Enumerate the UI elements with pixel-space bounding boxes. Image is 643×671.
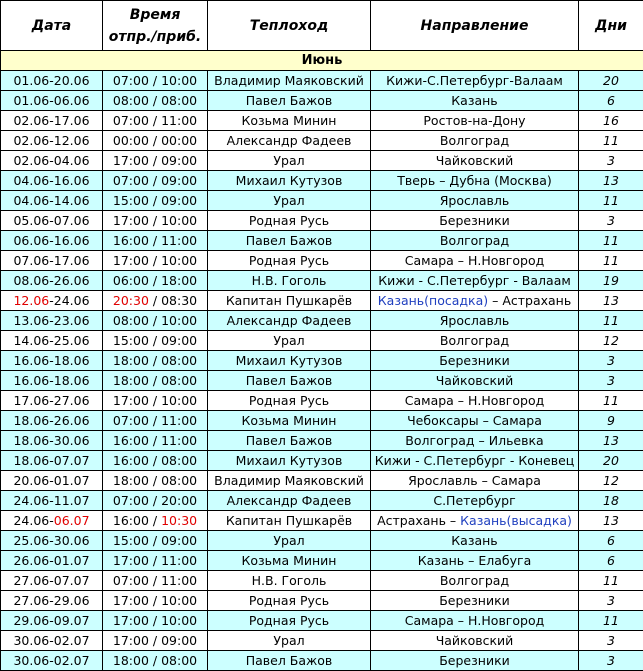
table-row [1, 431, 643, 451]
cell-time-highlight: 20:30 [113, 293, 149, 308]
cell-route: Волгоград [371, 131, 579, 151]
cell-date: 01.06-20.06 [1, 71, 103, 91]
cell-route: Ярославль [371, 311, 579, 331]
table-row [1, 271, 643, 291]
month-label: Июнь [1, 51, 643, 71]
header-route: Направление [371, 1, 579, 51]
table-row [1, 291, 643, 311]
table-row [1, 591, 643, 611]
cell-time: 15:00 / 09:00 [103, 531, 208, 551]
cell-days: 11 [579, 191, 643, 211]
cell-route: С.Петербург [371, 491, 579, 511]
cell-date: 02.06-12.06 [1, 131, 103, 151]
cell-ship: Урал [208, 331, 371, 351]
cell-time [103, 291, 208, 311]
cell-days: 19 [579, 271, 643, 291]
cell-date: 07.06-17.06 [1, 251, 103, 271]
cell-date [1, 291, 103, 311]
cell-time: 07:00 / 10:00 [103, 71, 208, 91]
cell-days: 13 [579, 431, 643, 451]
cell-ship: Павел Бажов [208, 91, 371, 111]
cell-time-highlight: 10:30 [161, 513, 197, 528]
cell-date: 18.06-07.07 [1, 451, 103, 471]
table-row [1, 531, 643, 551]
cell-time: 07:00 / 11:00 [103, 571, 208, 591]
cell-route-highlight: Казань(посадка) [378, 293, 488, 308]
cell-route [371, 511, 579, 531]
cell-ship: Родная Русь [208, 211, 371, 231]
cell-route: Самара – Н.Новгород [371, 611, 579, 631]
cell-time-rest: 16:00 / [113, 513, 161, 528]
cell-date: 14.06-25.06 [1, 331, 103, 351]
cell-date: 18.06-26.06 [1, 411, 103, 431]
cell-ship: Урал [208, 531, 371, 551]
table-row [1, 611, 643, 631]
cell-time: 17:00 / 10:00 [103, 591, 208, 611]
cell-ship: Капитан Пушкарёв [208, 291, 371, 311]
cell-ship: Урал [208, 151, 371, 171]
header-time [103, 1, 208, 51]
cell-time: 17:00 / 10:00 [103, 211, 208, 231]
cell-ship: Александр Фадеев [208, 491, 371, 511]
cell-days: 3 [579, 591, 643, 611]
cell-time: 06:00 / 18:00 [103, 271, 208, 291]
table-row [1, 571, 643, 591]
cell-route: Ярославль – Самара [371, 471, 579, 491]
cell-route: Березники [371, 591, 579, 611]
cell-ship: Александр Фадеев [208, 311, 371, 331]
cell-ship: Козьма Минин [208, 551, 371, 571]
cell-time: 18:00 / 08:00 [103, 371, 208, 391]
cell-days: 16 [579, 111, 643, 131]
cell-days: 11 [579, 311, 643, 331]
cell-route: Ростов-на-Дону [371, 111, 579, 131]
cell-date: 25.06-30.06 [1, 531, 103, 551]
cell-date: 16.06-18.06 [1, 371, 103, 391]
table-row [1, 551, 643, 571]
table-row [1, 411, 643, 431]
cell-ship: Н.В. Гоголь [208, 571, 371, 591]
table-row [1, 491, 643, 511]
table-row [1, 211, 643, 231]
cell-route: Волгоград [371, 231, 579, 251]
month-row [1, 51, 643, 71]
cell-route: Самара – Н.Новгород [371, 391, 579, 411]
cell-route: Березники [371, 651, 579, 671]
cell-ship: Павел Бажов [208, 431, 371, 451]
table-row [1, 451, 643, 471]
cell-route: Березники [371, 351, 579, 371]
cell-ship: Урал [208, 631, 371, 651]
cell-time: 18:00 / 08:00 [103, 351, 208, 371]
cell-time: 17:00 / 10:00 [103, 611, 208, 631]
header-time-line1: Время [130, 7, 181, 23]
cell-route: Казань [371, 531, 579, 551]
cell-route: Волгоград – Ильевка [371, 431, 579, 451]
table-row [1, 251, 643, 271]
cell-date: 29.06-09.07 [1, 611, 103, 631]
cell-route: Кижи - С.Петербург - Коневец [371, 451, 579, 471]
cell-ship: Михаил Кутузов [208, 351, 371, 371]
cell-route: Кижи - С.Петербург - Валаам [371, 271, 579, 291]
cell-days: 9 [579, 411, 643, 431]
cell-days: 11 [579, 251, 643, 271]
cell-date: 08.06-26.06 [1, 271, 103, 291]
cell-days: 13 [579, 511, 643, 531]
cell-days: 6 [579, 551, 643, 571]
cell-days: 11 [579, 131, 643, 151]
cell-route: Березники [371, 211, 579, 231]
cell-ship: Павел Бажов [208, 651, 371, 671]
cell-date: 16.06-18.06 [1, 351, 103, 371]
cell-time: 15:00 / 09:00 [103, 191, 208, 211]
cell-date: 24.06-11.07 [1, 491, 103, 511]
cell-time: 00:00 / 00:00 [103, 131, 208, 151]
cell-time-rest: / 08:30 [149, 293, 197, 308]
cell-route: Казань [371, 91, 579, 111]
cell-ship: Павел Бажов [208, 231, 371, 251]
cell-time: 17:00 / 09:00 [103, 151, 208, 171]
cell-days: 11 [579, 611, 643, 631]
table-row [1, 351, 643, 371]
cell-route-rest: Астрахань – [377, 513, 460, 528]
cell-ship: Александр Фадеев [208, 131, 371, 151]
cell-route: Самара – Н.Новгород [371, 251, 579, 271]
cell-date-highlight: 12.06 [13, 293, 49, 308]
cell-date: 02.06-04.06 [1, 151, 103, 171]
cell-days: 3 [579, 151, 643, 171]
cell-days: 11 [579, 571, 643, 591]
table-row [1, 231, 643, 251]
cell-date: 20.06-01.07 [1, 471, 103, 491]
cell-days: 3 [579, 651, 643, 671]
cell-route: Ярославль [371, 191, 579, 211]
cell-date [1, 511, 103, 531]
cell-date: 30.06-02.07 [1, 631, 103, 651]
cell-ship: Родная Русь [208, 591, 371, 611]
cell-route: Тверь – Дубна (Москва) [371, 171, 579, 191]
cell-days: 11 [579, 391, 643, 411]
table-row [1, 91, 643, 111]
table-row [1, 471, 643, 491]
header-ship: Теплоход [208, 1, 371, 51]
table-row [1, 651, 643, 671]
cell-days: 20 [579, 451, 643, 471]
cell-days: 3 [579, 371, 643, 391]
cell-days: 3 [579, 631, 643, 651]
cell-route: Чайковский [371, 371, 579, 391]
table-row [1, 511, 643, 531]
table-row [1, 391, 643, 411]
header-days: Дни [579, 1, 643, 51]
header-date: Дата [1, 1, 103, 51]
cell-ship: Н.В. Гоголь [208, 271, 371, 291]
cell-date: 05.06-07.06 [1, 211, 103, 231]
cell-days: 18 [579, 491, 643, 511]
cell-days: 13 [579, 291, 643, 311]
cell-date: 27.06-07.07 [1, 571, 103, 591]
cell-route-rest: – Астрахань [488, 293, 571, 308]
cell-route: Чебоксары – Самара [371, 411, 579, 431]
cell-time: 17:00 / 10:00 [103, 251, 208, 271]
cell-time: 07:00 / 11:00 [103, 111, 208, 131]
cell-ship: Капитан Пушкарёв [208, 511, 371, 531]
cell-ship: Владимир Маяковский [208, 471, 371, 491]
cell-date: 06.06-16.06 [1, 231, 103, 251]
cell-date: 26.06-01.07 [1, 551, 103, 571]
cell-ship: Родная Русь [208, 611, 371, 631]
cell-date: 02.06-17.06 [1, 111, 103, 131]
cell-ship: Родная Русь [208, 391, 371, 411]
cell-ship: Урал [208, 191, 371, 211]
cell-days: 3 [579, 351, 643, 371]
table-row [1, 171, 643, 191]
cell-route-highlight: Казань(высадка) [460, 513, 572, 528]
table-row [1, 151, 643, 171]
cell-ship: Михаил Кутузов [208, 171, 371, 191]
cell-time: 07:00 / 09:00 [103, 171, 208, 191]
cell-date: 18.06-30.06 [1, 431, 103, 451]
cell-date: 04.06-14.06 [1, 191, 103, 211]
table-row [1, 131, 643, 151]
cell-time: 07:00 / 11:00 [103, 411, 208, 431]
cell-date: 01.06-06.06 [1, 91, 103, 111]
cell-ship: Козьма Минин [208, 411, 371, 431]
cell-date-rest: -24.06 [49, 293, 89, 308]
header-row [1, 1, 643, 51]
cell-days: 12 [579, 471, 643, 491]
cell-date-highlight: 06.07 [54, 513, 90, 528]
cell-route: Волгоград [371, 331, 579, 351]
cell-ship: Козьма Минин [208, 111, 371, 131]
cell-time: 16:00 / 08:00 [103, 451, 208, 471]
cell-date: 17.06-27.06 [1, 391, 103, 411]
table-row [1, 311, 643, 331]
cell-ship: Родная Русь [208, 251, 371, 271]
cell-date: 30.06-02.07 [1, 651, 103, 671]
cell-route: Кижи-С.Петербург-Валаам [371, 71, 579, 91]
cell-time [103, 511, 208, 531]
table-row [1, 331, 643, 351]
cell-time: 18:00 / 08:00 [103, 471, 208, 491]
cell-route: Чайковский [371, 151, 579, 171]
table-row [1, 191, 643, 211]
table-row [1, 71, 643, 91]
cell-date: 04.06-16.06 [1, 171, 103, 191]
cell-route [371, 291, 579, 311]
cell-time: 17:00 / 11:00 [103, 551, 208, 571]
cell-route: Волгоград [371, 571, 579, 591]
cell-days: 11 [579, 231, 643, 251]
cell-time: 07:00 / 20:00 [103, 491, 208, 511]
cell-time: 16:00 / 11:00 [103, 231, 208, 251]
cell-days: 6 [579, 531, 643, 551]
cell-date: 27.06-29.06 [1, 591, 103, 611]
cell-route: Чайковский [371, 631, 579, 651]
cell-ship: Павел Бажов [208, 371, 371, 391]
cell-days: 20 [579, 71, 643, 91]
cell-time: 18:00 / 08:00 [103, 651, 208, 671]
cell-date: 13.06-23.06 [1, 311, 103, 331]
cell-ship: Михаил Кутузов [208, 451, 371, 471]
cell-date-rest: 24.06- [13, 513, 53, 528]
cell-route: Казань – Елабуга [371, 551, 579, 571]
cell-time: 17:00 / 10:00 [103, 391, 208, 411]
cell-time: 15:00 / 09:00 [103, 331, 208, 351]
table-row [1, 631, 643, 651]
table-row [1, 371, 643, 391]
cell-time: 17:00 / 09:00 [103, 631, 208, 651]
cell-days: 12 [579, 331, 643, 351]
cell-time: 08:00 / 08:00 [103, 91, 208, 111]
cell-days: 6 [579, 91, 643, 111]
cell-time: 08:00 / 10:00 [103, 311, 208, 331]
cell-days: 13 [579, 171, 643, 191]
cell-time: 16:00 / 11:00 [103, 431, 208, 451]
cell-ship: Владимир Маяковский [208, 71, 371, 91]
table-row [1, 111, 643, 131]
header-time-line2: отпр./приб. [109, 29, 201, 45]
cell-days: 3 [579, 211, 643, 231]
